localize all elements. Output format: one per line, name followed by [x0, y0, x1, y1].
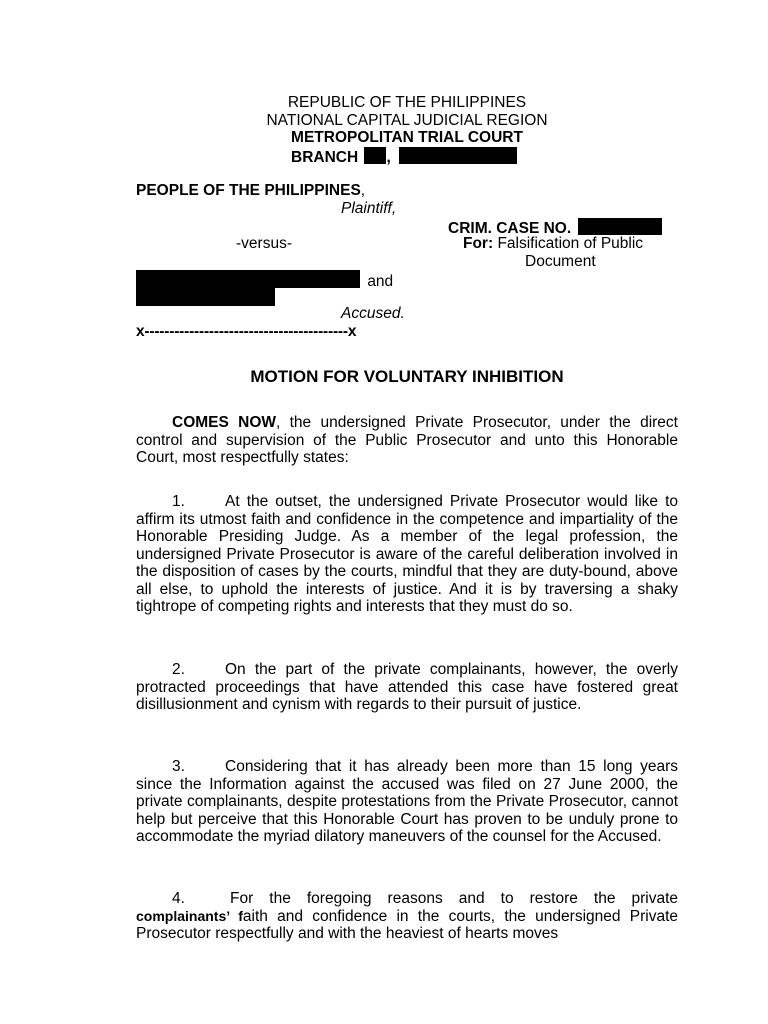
paragraph-2 — [136, 661, 678, 714]
motion-title: MOTION FOR VOLUNTARY INHIBITION — [250, 367, 564, 386]
paragraph-3-text: Considering that it has already been more than 15 long years since the Information against the accused was filed on 27 June 2000, the private complainants, despite protestations from the Private Prosecutor, cannot help but perceive that this Honorable Court has proven to be unduly prone to accommodate the myriad dilatory maneuvers of the counsel for the Accused. — [136, 758, 678, 845]
caption-separator: x-----------------------------------------x — [136, 323, 357, 340]
redaction-accused-2 — [136, 288, 275, 306]
and-label: and — [367, 273, 394, 290]
for-label: For: — [463, 235, 494, 252]
redaction-branch-number — [364, 147, 386, 164]
paragraph-4-text-after: aith and confidence in the courts, the undersigned Private Prosecutor respectfully and with the heaviest of hearts moves — [136, 907, 678, 942]
intro-text: , the undersigned Private Prosecutor, under the direct control and supervision of the Public Prosecutor and unto this Honorable Court, most respectfully states: — [136, 414, 678, 466]
for-text-line2: Document — [525, 253, 596, 270]
case-for — [463, 235, 643, 253]
plaintiff-name — [136, 182, 365, 200]
paragraph-2-number: 2. — [172, 661, 185, 678]
redaction-accused-1 — [136, 270, 360, 288]
plaintiff-role: Plaintiff, — [341, 200, 397, 217]
paragraph-4 — [136, 890, 678, 943]
plaintiff-name-text: PEOPLE OF THE PHILIPPINES — [136, 182, 361, 199]
paragraph-1-text: At the outset, the undersigned Private Prosecutor would like to affirm its utmost faith and confidence in the competence and impartiality of the Honorable Presiding Judge. As a member of the legal profession, the undersigned Private Prosecutor is aware of the careful deliberation involved in the disposition of cases by the courts, mindful that they are duty-bound, above all else, to uphold the interests of justice. And it is by traversing a shaky tightrope of competing rights and interests that they must do so. — [136, 493, 678, 615]
redaction-branch-location — [399, 147, 517, 164]
case-label: CRIM. CASE NO. — [448, 220, 572, 237]
intro-lead: COMES NOW — [172, 414, 277, 431]
header-republic: REPUBLIC OF THE PHILIPPINES — [287, 94, 527, 111]
header-branch — [291, 147, 517, 167]
branch-label: BRANCH — [291, 149, 359, 166]
branch-comma: , — [386, 149, 391, 166]
paragraph-3-number: 3. — [172, 758, 185, 775]
accused-role: Accused. — [341, 305, 405, 322]
paragraph-1-number: 1. — [172, 493, 185, 510]
paragraph-1 — [136, 493, 678, 616]
intro-paragraph — [136, 414, 678, 467]
redaction-case-number — [578, 218, 662, 235]
header-court: METROPOLITAN TRIAL COURT — [291, 129, 523, 146]
paragraph-3 — [136, 758, 678, 846]
accused-line-2 — [136, 288, 275, 309]
versus-label: -versus- — [236, 235, 292, 252]
paragraph-2-text: On the part of the private complainants, however, the overly protracted proceedings that have attended this case have fostered great disillusionment and cynism with regards to their pursuit of justice. — [136, 661, 678, 713]
paragraph-4-bold: complainants’ f — [136, 907, 243, 924]
paragraph-4-text-before: For the foregoing reasons and to restore the private — [230, 890, 678, 907]
header-region: NATIONAL CAPITAL JUDICIAL REGION — [266, 112, 548, 129]
paragraph-4-number: 4. — [172, 890, 185, 907]
plaintiff-comma: , — [360, 182, 366, 199]
for-text-line1: Falsification of Public — [497, 235, 644, 252]
